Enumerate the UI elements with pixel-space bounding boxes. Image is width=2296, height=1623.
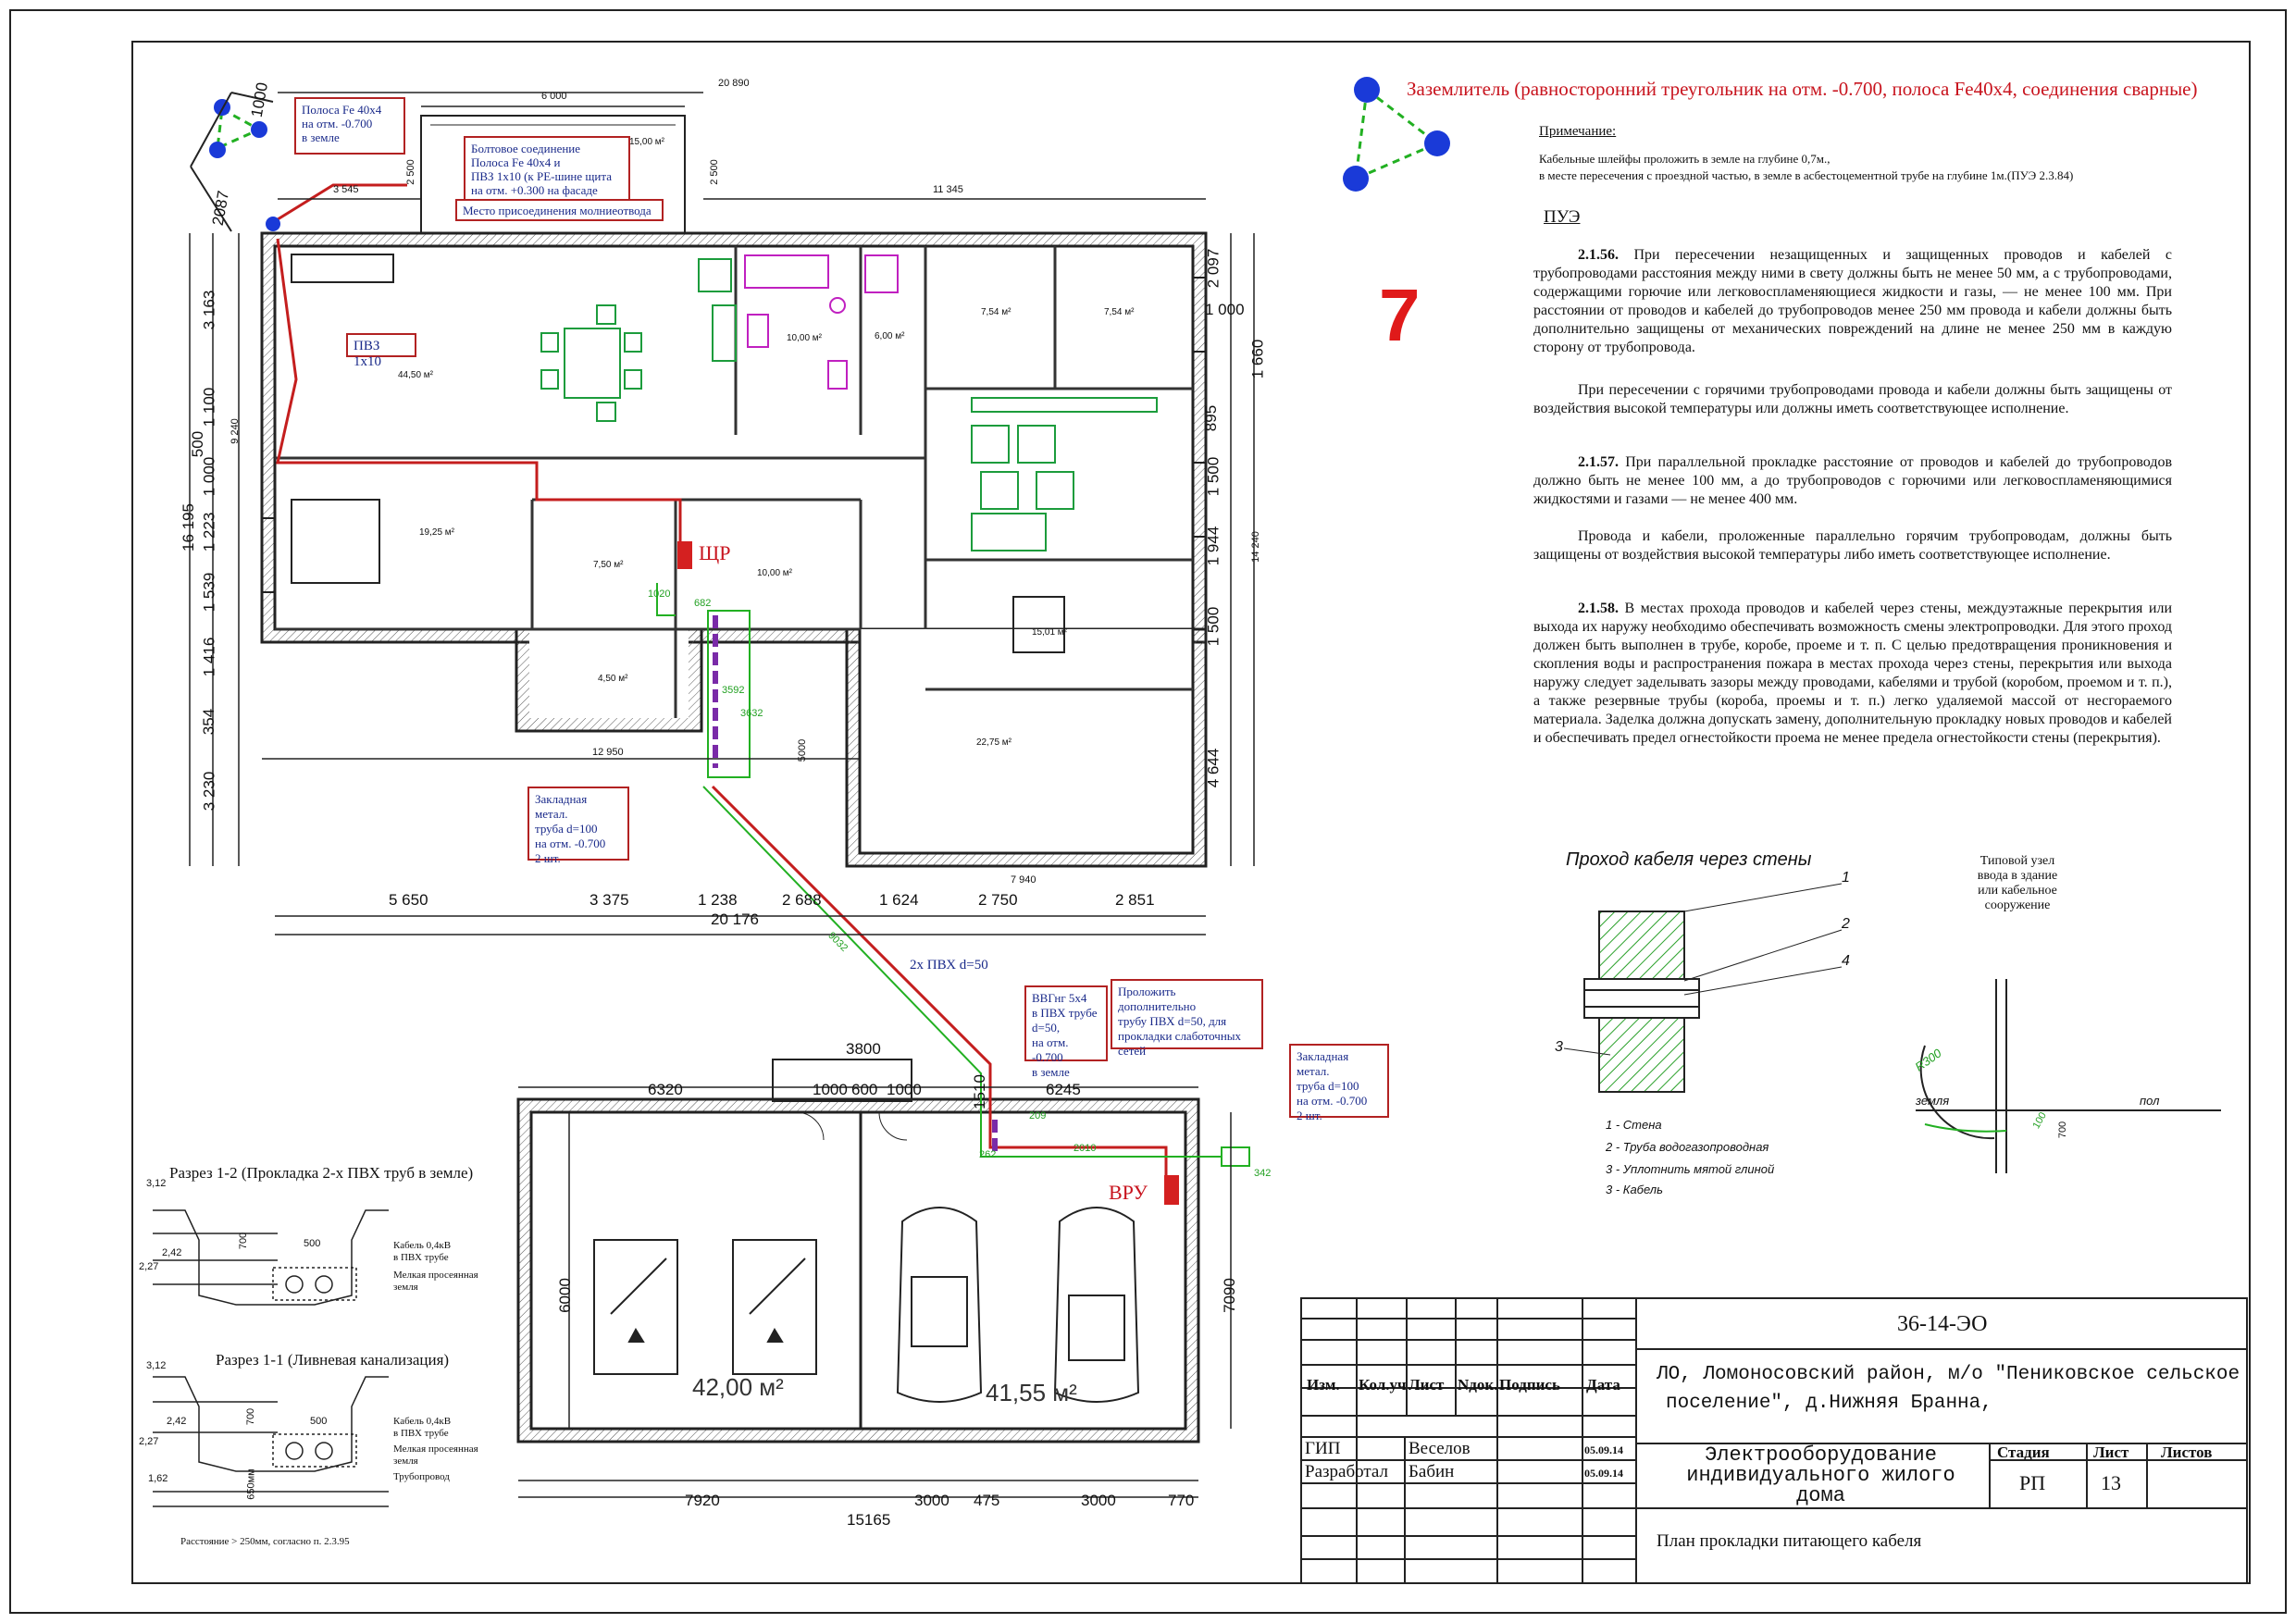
callout-strip-line: на отм. -0.700 bbox=[302, 117, 373, 130]
tb-date-2: 05.09.14 bbox=[1584, 1467, 1623, 1480]
section-mark: 2,42 bbox=[167, 1416, 187, 1427]
dim-left: 1000 bbox=[247, 81, 272, 119]
dim-top: 3 545 bbox=[333, 184, 359, 195]
wall-detail-number: 1 bbox=[1842, 870, 1850, 886]
dim-bottom: 1 238 bbox=[698, 891, 738, 909]
callout-pipe-1-line: 2 шт. bbox=[535, 851, 561, 865]
callout-pipe-1 bbox=[527, 787, 629, 865]
tb-address-2: поселение", д.Нижняя Бранна, bbox=[1666, 1393, 1992, 1414]
trench-1-1 bbox=[153, 1377, 389, 1506]
dim-cable: 209 bbox=[1029, 1110, 1047, 1121]
entry-cable bbox=[1925, 1124, 2006, 1132]
note-title: Примечание: bbox=[1539, 124, 1617, 139]
dim-left: 1 223 bbox=[200, 512, 218, 552]
callout-pipe-2 bbox=[1289, 1044, 1389, 1122]
callout-bolt-line: Болтовое соединение bbox=[471, 142, 581, 155]
pue-p3-num: 2.1.57. bbox=[1578, 454, 1619, 470]
pue-p5-num: 2.1.58. bbox=[1578, 601, 1619, 616]
pue-p5-text: В местах прохода проводов и кабелей через стены, междуэтажные перекрытия или выхода их наружу необходимо обеспечивать возможность смены электропроводки. Для этого проход должен быть выполнен в трубе, коробе, проеме и т. п. С целью предотвращения проникновения и скопления воды и распространения пожара в местах прохода через стены, перекрытия или выхода наружу следует заделывать зазоры между проводами, кабелями и трубой (коробом, проемом и т. п.), а также резервные трубы (короба, проемы и т. п.) легко удаляемой массой от несгораемого материала. Заделка должна допускать замену, дополнительную прокладку новых проводов и кабелей и обеспечивать предел огнестойкости проема не менее предела огнестойкости стены (перекрытия). bbox=[1533, 601, 2173, 746]
dim-bottom: 1 624 bbox=[879, 891, 919, 909]
room-area: 6,00 м² bbox=[875, 331, 905, 341]
pue-para-5 bbox=[1533, 600, 2172, 748]
dim-garage: 6000 bbox=[555, 1278, 574, 1313]
dim-left: 3 163 bbox=[200, 290, 218, 330]
dim-garage: 3000 bbox=[1081, 1492, 1116, 1509]
dim-left: 500 bbox=[189, 430, 207, 458]
room-area: 7,54 м² bbox=[1104, 307, 1135, 317]
dim-garage: 3000 bbox=[914, 1492, 949, 1509]
wall-detail-number: 2 bbox=[1842, 916, 1850, 932]
tb-header-podp: Подпись bbox=[1499, 1376, 1560, 1394]
section-1-1-note: Расстояние > 250мм, согласно п. 2.3.95 bbox=[180, 1536, 350, 1547]
section-legend-line: Мелкая просеянная bbox=[393, 1443, 478, 1455]
dim-right: 1 660 bbox=[1248, 339, 1267, 379]
tb-header-kol: Кол.уч bbox=[1359, 1376, 1407, 1394]
callout-extra-pipe bbox=[1111, 979, 1263, 1058]
entry-dim: 700 bbox=[2057, 1121, 2069, 1139]
callout-cable-line: в ПВХ трубе d=50, bbox=[1032, 1006, 1098, 1035]
section-1-1-title: Разрез 1-1 (Ливневая канализация) bbox=[216, 1351, 450, 1369]
callout-cable bbox=[1024, 985, 1108, 1079]
tb-date-1: 05.09.14 bbox=[1584, 1443, 1623, 1456]
tb-header-data: Дата bbox=[1586, 1376, 1620, 1394]
callout-bolt-line: Полоса Fe 40х4 и bbox=[471, 155, 561, 169]
entry-radius: R300 bbox=[1912, 1046, 1944, 1074]
section-legend-line: земля bbox=[393, 1282, 418, 1293]
section-mark: 2,42 bbox=[162, 1247, 182, 1258]
section-legend-line: Кабель 0,4кВ bbox=[393, 1416, 452, 1427]
pue-p1-text: При пересечении незащищенных и защищенных проводов и кабелей с трубопроводами расстояния между ними в свету должны быть не менее 50 мм, а с трубопроводами, содержащими горючие или легковоспламеняющиеся жидкости и газы, — не менее 100 мм. При расстоянии от проводов и кабелей до трубопроводов менее 250 мм провода и кабели должны быть дополнительно защищены от механических повреждений на длине не менее 250 мм в каждую сторону от трубопровода. bbox=[1533, 247, 2172, 355]
callout-extra-line: сетей bbox=[1118, 1044, 1147, 1058]
wall-detail bbox=[1564, 884, 1842, 1092]
callout-pipe-2-line: Закладная метал. bbox=[1297, 1049, 1349, 1078]
dim-garage: 1510 bbox=[970, 1074, 988, 1109]
callout-bolt-line: на отм. +0.300 на фасаде bbox=[471, 183, 598, 197]
dim-garage: 6245 bbox=[1046, 1081, 1081, 1098]
dim-bottom: 2 750 bbox=[978, 891, 1018, 909]
room-area: 22,75 м² bbox=[976, 737, 1012, 748]
room-area: 19,25 м² bbox=[419, 527, 455, 538]
section-1-1-legend bbox=[393, 1416, 478, 1483]
dim-bottom: 2 688 bbox=[782, 891, 822, 909]
trench-1-2 bbox=[153, 1210, 389, 1305]
note-line-1: Кабельные шлейфы проложить в земле на глубине 0,7м., bbox=[1539, 152, 1831, 166]
entry-title-line: сооружение bbox=[1984, 898, 2051, 912]
wall-detail-legend: 1 - Стена bbox=[1606, 1118, 1662, 1132]
entry-title-line: ввода в здание bbox=[1977, 869, 2058, 883]
dim-garage: 6320 bbox=[648, 1081, 683, 1098]
callout-bolt-line: ПВЗ 1х10 (к РЕ-шине щита bbox=[471, 169, 612, 183]
section-legend-line: в ПВХ трубе bbox=[393, 1252, 449, 1263]
dim-left: 16 195 bbox=[180, 503, 197, 551]
section-legend-line: в ПВХ трубе bbox=[393, 1428, 449, 1439]
pue-para-2: При пересечении с горячими трубопроводами провода и кабели должны быть защищены от воздействия высокой температуры или должны иметь соответствующее исполнение. bbox=[1533, 382, 2172, 416]
section-1-2-title: Разрез 1-2 (Прокладка 2-х ПВХ труб в земле) bbox=[169, 1164, 474, 1182]
dim-right: 1 500 bbox=[1204, 456, 1222, 497]
dim-cable: 682 bbox=[694, 598, 712, 609]
dim-top: 20 890 bbox=[718, 78, 750, 89]
shr-label: ЩР bbox=[699, 541, 731, 564]
dim-cable: 3632 bbox=[740, 708, 763, 719]
section-legend-line: земля bbox=[393, 1456, 418, 1467]
pue-para-3 bbox=[1533, 453, 2172, 509]
house-walls bbox=[262, 116, 1206, 866]
room-area: 10,00 м² bbox=[757, 568, 793, 578]
dim-left: 1 416 bbox=[200, 637, 218, 677]
dim-left: 1 100 bbox=[200, 387, 218, 427]
dim-left: 1 000 bbox=[200, 456, 218, 497]
section-mark: 1,62 bbox=[148, 1473, 168, 1484]
wall-detail-title: Проход кабеля через стены bbox=[1566, 849, 1812, 870]
dim-bottom-total: 20 176 bbox=[711, 911, 759, 928]
tb-role-2: Разработал bbox=[1305, 1462, 1388, 1481]
tb-code: 36-14-ЭО bbox=[1897, 1312, 1988, 1336]
tb-name-2: Бабин bbox=[1409, 1462, 1455, 1481]
room-area: 4,50 м² bbox=[598, 674, 628, 684]
entry-ground-label: земля bbox=[1916, 1094, 1950, 1108]
dim-cable: 1020 bbox=[648, 588, 671, 600]
section-mark: 700 bbox=[245, 1407, 257, 1426]
tb-object bbox=[1657, 1445, 1985, 1506]
dim-left: 354 bbox=[200, 708, 218, 736]
tb-header-stage: Стадия bbox=[1997, 1443, 2050, 1461]
callout-extra-line: прокладки слаботочных bbox=[1118, 1029, 1242, 1043]
pue-p1-num: 2.1.56. bbox=[1578, 247, 1619, 263]
pue-p3-text: При параллельной прокладке расстояние от проводов и кабелей до трубопроводов должно быть не менее 100 мм, а до трубопроводов с горючими или легковоспламеняющимися жидкостями и газами — не менее 400 мм. bbox=[1533, 454, 2173, 507]
dim-top: 2 500 bbox=[404, 159, 416, 185]
dim-bottom-sub: 7 940 bbox=[1011, 874, 1036, 886]
callout-strip-line: в земле bbox=[302, 130, 340, 144]
callout-extra-line: трубу ПВХ d=50, для bbox=[1118, 1014, 1227, 1028]
dim-garage: 7920 bbox=[685, 1492, 720, 1509]
tb-drawing-name: План прокладки питающего кабеля bbox=[1657, 1531, 1922, 1551]
section-mark: 3,12 bbox=[146, 1360, 167, 1371]
callout-bolt bbox=[464, 136, 630, 201]
section-legend-line: Трубопровод bbox=[393, 1471, 450, 1482]
section-legend-line: Кабель 0,4кВ bbox=[393, 1240, 452, 1251]
note-line-2: в месте пересечения с проездной частью, в земле в асбестоцементной трубе на глубине 1м.(ПУЭ 2.3.84) bbox=[1539, 168, 2074, 182]
dim-top: 2 500 bbox=[708, 159, 720, 185]
tb-role-1: ГИП bbox=[1305, 1439, 1341, 1458]
dim-right: 1 944 bbox=[1204, 526, 1222, 566]
callout-strip-line: Полоса Fe 40х4 bbox=[302, 103, 382, 117]
dim-bottom: 3 375 bbox=[590, 891, 629, 909]
dim-garage: 1000 bbox=[887, 1081, 922, 1098]
section-mark: 2,27 bbox=[139, 1436, 159, 1447]
room-area: 15,00 м² bbox=[629, 137, 665, 147]
section-mark: 500 bbox=[304, 1238, 321, 1249]
dim-right: 1 000 bbox=[1205, 301, 1245, 318]
callout-cable-line: на отм. -0.700 bbox=[1032, 1035, 1069, 1064]
dim-garage: 1000 bbox=[813, 1081, 848, 1098]
tb-sheet: 13 bbox=[2101, 1471, 2121, 1494]
section-mark: 3,12 bbox=[146, 1178, 167, 1189]
dim-garage: 15165 bbox=[847, 1511, 891, 1529]
tb-header-list: Лист bbox=[1409, 1376, 1445, 1394]
dim-right: 1 500 bbox=[1204, 606, 1222, 647]
dim-cable: 2010 bbox=[1074, 1143, 1097, 1154]
tb-header-ndok: Nдок. bbox=[1458, 1376, 1498, 1394]
tb-header-sheets: Листов bbox=[2161, 1443, 2213, 1461]
wall-detail-legend: 2 - Труба водогазопроводная bbox=[1606, 1140, 1769, 1154]
callout-lightning: Место присоединения молниеотвода bbox=[455, 199, 664, 221]
sheet-marker: 7 bbox=[1379, 274, 1421, 356]
dim-right: 4 644 bbox=[1204, 748, 1222, 788]
callout-strip bbox=[294, 97, 405, 155]
callout-extra-line: Проложить дополнительно bbox=[1118, 985, 1197, 1013]
wall-detail-legend: 3 - Кабель bbox=[1606, 1183, 1663, 1196]
dim-garage: 475 bbox=[974, 1492, 1000, 1509]
garage-walls bbox=[518, 1059, 1198, 1442]
vru-label: ВРУ bbox=[1109, 1181, 1148, 1204]
tb-object-line: Электрооборудование bbox=[1705, 1443, 1937, 1467]
entry-detail bbox=[1916, 979, 2221, 1173]
dim-right: 2 097 bbox=[1204, 248, 1222, 289]
section-mark: 650мм bbox=[245, 1468, 257, 1500]
tb-address-1: ЛО, Ломоносовский район, м/о "Пениковское сельское bbox=[1657, 1364, 2240, 1385]
room-area: 7,54 м² bbox=[981, 307, 1011, 317]
tb-header-sheet: Лист bbox=[2093, 1443, 2129, 1461]
pue-title: ПУЭ bbox=[1544, 207, 1581, 227]
dim-top: 6 000 bbox=[541, 91, 567, 102]
pue-para-4: Провода и кабели, проложенные параллельно горячим трубопроводам, должны быть защищены от воздействия высокой температуры либо иметь соответствующее исполнение. bbox=[1533, 528, 2172, 563]
garage-area-2: 41,55 м² bbox=[986, 1379, 1077, 1406]
dim-bottom: 5 650 bbox=[389, 891, 428, 909]
room-area: 7,50 м² bbox=[593, 560, 624, 570]
room-area: 10,00 м² bbox=[787, 333, 823, 343]
callout-pvc-label: 2х ПВХ d=50 bbox=[910, 958, 988, 973]
callout-pv3: ПВЗ 1х10 bbox=[346, 333, 416, 357]
entry-dim: 100 bbox=[2030, 1110, 2049, 1131]
tb-name-1: Веселов bbox=[1409, 1439, 1471, 1458]
section-mark: 2,27 bbox=[139, 1261, 159, 1272]
wall-detail-number: 3 bbox=[1555, 1039, 1563, 1055]
callout-pipe-1-line: на отм. -0.700 bbox=[535, 836, 606, 850]
dim-bottom: 2 851 bbox=[1115, 891, 1155, 909]
room-area: 44,50 м² bbox=[398, 370, 434, 380]
callout-pipe-1-line: Закладная метал. bbox=[535, 792, 588, 821]
dim-garage: 600 bbox=[851, 1081, 878, 1098]
shr-panel-box bbox=[677, 541, 692, 569]
tb-stage: РП bbox=[2019, 1471, 2046, 1494]
dim-garage: 3800 bbox=[846, 1040, 881, 1058]
dim-cable: 262 bbox=[979, 1149, 997, 1160]
dim-cable: 9032 bbox=[825, 930, 850, 954]
dim-left: 2087 bbox=[208, 189, 233, 228]
dim-mid: 12 950 bbox=[592, 747, 624, 758]
callout-pipe-2-line: на отм. -0.700 bbox=[1297, 1094, 1368, 1108]
wall-detail-number: 4 bbox=[1842, 953, 1850, 969]
pue-para-1 bbox=[1533, 246, 2172, 357]
section-mark: 500 bbox=[310, 1416, 328, 1427]
dim-left: 3 230 bbox=[200, 771, 218, 812]
wall-detail-legend: 3 - Уплотнить мятой глиной bbox=[1606, 1162, 1775, 1176]
tb-object-line: индивидуального жилого дома bbox=[1686, 1464, 1955, 1507]
callout-pipe-2-line: труба d=100 bbox=[1297, 1079, 1359, 1093]
dim-right: 14 240 bbox=[1249, 531, 1261, 563]
entry-title-line: или кабельное bbox=[1978, 884, 2057, 898]
entry-title-line: Типовой узел bbox=[1980, 854, 2055, 868]
dim-garage: 770 bbox=[1168, 1492, 1195, 1509]
section-legend-line: Мелкая просеянная bbox=[393, 1270, 478, 1281]
room-area: 15,01 м² bbox=[1032, 627, 1068, 638]
entry-detail-title bbox=[1953, 854, 2082, 913]
dim-left: 9 240 bbox=[229, 418, 241, 444]
garage-area-1: 42,00 м² bbox=[692, 1373, 784, 1401]
callout-cable-line: ВВГнг 5х4 bbox=[1032, 991, 1087, 1005]
vru-panel-box bbox=[1164, 1175, 1179, 1205]
dim-cable: 3592 bbox=[722, 685, 745, 696]
dim-top: 11 345 bbox=[933, 184, 963, 195]
entry-floor-label: пол bbox=[2140, 1094, 2160, 1108]
ground-triangle-legend bbox=[1356, 90, 1437, 179]
dim-left: 1 539 bbox=[200, 572, 218, 613]
dim-mid: 5000 bbox=[797, 738, 809, 762]
ground-electrode-note: Заземлитель (равносторонний треугольник на отм. -0.700, полоса Fe40х4, соединения сварные) bbox=[1407, 78, 2198, 100]
callout-pipe-1-line: труба d=100 bbox=[535, 822, 598, 836]
dim-garage: 7090 bbox=[1220, 1278, 1238, 1313]
callout-pipe-2-line: 2 шт. bbox=[1297, 1109, 1322, 1122]
tb-header-izm: Изм. bbox=[1307, 1376, 1340, 1394]
section-1-2-legend bbox=[393, 1240, 478, 1294]
dim-right: 895 bbox=[1202, 404, 1221, 432]
section-mark: 700 bbox=[238, 1232, 250, 1250]
callout-cable-line: в земле bbox=[1032, 1065, 1070, 1079]
dim-cable: 342 bbox=[1254, 1168, 1272, 1179]
